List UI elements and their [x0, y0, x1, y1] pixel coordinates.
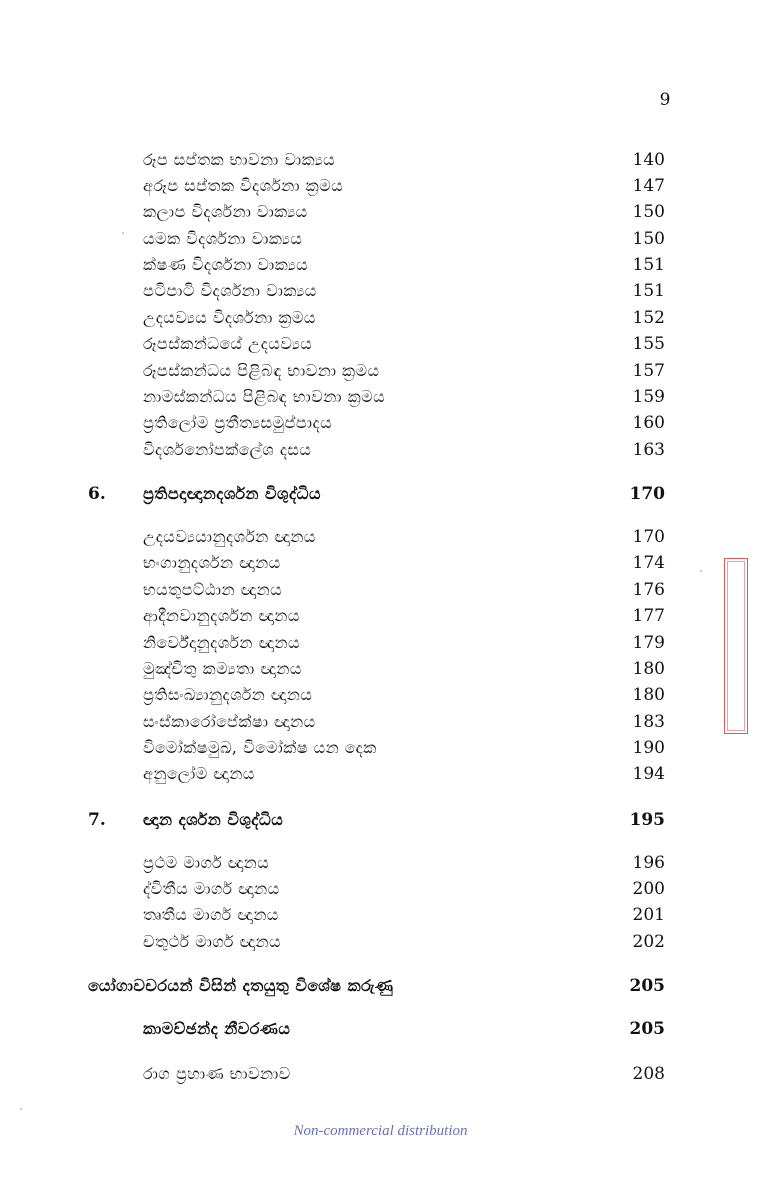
toc-entry-page: 176	[632, 580, 665, 600]
toc-entry-page: 201	[632, 905, 665, 925]
toc-entry-page: 170	[632, 527, 665, 547]
toc-entry-page: 174	[632, 553, 665, 573]
toc-entry-page: 151	[632, 255, 665, 275]
toc-entry-title: යමක විදර්ශනා වාක්‍යය	[143, 229, 303, 248]
toc-entry-page: 160	[632, 413, 665, 433]
scan-speck	[122, 232, 124, 234]
toc-entry-title: මුඤ්චිතු කම්‍යතා ඥානය	[143, 659, 302, 678]
toc-entry	[0, 738, 761, 764]
toc-entry	[0, 229, 761, 255]
toc-entry	[0, 334, 761, 360]
toc-entry-page: 177	[632, 606, 665, 626]
page-number: 9	[659, 90, 671, 110]
toc-entry-page: 147	[632, 176, 665, 196]
toc-entry	[0, 1064, 761, 1090]
toc-entry-title: නිර්වේදානුදර්ශන ඥානය	[143, 633, 300, 652]
toc-entry	[0, 764, 761, 790]
toc-entry	[0, 176, 761, 202]
toc-entry-page: 183	[632, 712, 665, 732]
toc-entry-page: 159	[632, 387, 665, 407]
toc-entry-title: සංස්කාරෝපේක්ෂා ඥානය	[143, 712, 316, 731]
toc-entry-page: 208	[632, 1064, 665, 1084]
toc-entry-page: 194	[632, 764, 665, 784]
toc-entry-title: චතුර්ථ මාර්ග ඥානය	[143, 932, 282, 951]
sub-title: කාමච්ඡන්ද නීවරණය	[143, 1019, 291, 1038]
toc-entry	[0, 202, 761, 228]
toc-entry-title: රූප සප්තක භාවනා වාක්‍යය	[143, 150, 336, 169]
toc-entry-title: විදර්ශනෝපක්ලේශ දසය	[143, 440, 312, 459]
toc-entry	[0, 553, 761, 579]
toc-entry-title: තෘතීය මාර්ග ඥානය	[143, 905, 279, 924]
toc-section-7	[0, 810, 761, 836]
toc-entry-title: උදයව්‍යයානුදර්ශන ඥානය	[143, 527, 316, 546]
toc-entry-page: 190	[632, 738, 665, 758]
toc-entry-title: ක්ෂණ විදර්ශනා වාක්‍යය	[143, 255, 309, 274]
toc-entry-page: 200	[632, 879, 665, 899]
sub-page: 205	[629, 1019, 665, 1039]
scan-speck	[20, 1108, 22, 1110]
toc-sub-heading	[0, 1019, 761, 1045]
toc-entry-title: ප්‍රතිලෝම ප්‍රතීත්‍යසමුප්පාදය	[143, 413, 333, 432]
toc-entry	[0, 685, 761, 711]
toc-entry	[0, 659, 761, 685]
major-page: 205	[629, 976, 665, 996]
toc-entry-title: ප්‍රතිසංඛ්‍යානුදර්ශන ඥානය	[143, 685, 313, 704]
toc-entry-title: රාග ප්‍රහාණ භාවනාව	[143, 1064, 291, 1083]
toc-entry-title: පටිපාටි විදර්ශනා වාක්‍යය	[143, 281, 317, 300]
toc-entry-page: 163	[632, 440, 665, 460]
toc-entry	[0, 281, 761, 307]
toc-entry	[0, 361, 761, 387]
toc-entry	[0, 308, 761, 334]
section-number: 6.	[88, 484, 106, 504]
section-page: 170	[629, 484, 665, 504]
toc-entry-page: 180	[632, 659, 665, 679]
section-page: 195	[629, 810, 665, 830]
toc-entry	[0, 527, 761, 553]
toc-section-6	[0, 484, 761, 510]
toc-entry-title: අරූප සප්තක විදර්ශනා ක්‍රමය	[143, 176, 344, 195]
section-title: ඥාන දර්ශන විශුද්ධිය	[143, 810, 284, 829]
toc-entry	[0, 150, 761, 176]
toc-major-heading	[0, 976, 761, 1002]
toc-entry-page: 179	[632, 633, 665, 653]
scan-speck	[700, 570, 702, 572]
section-title: ප්‍රතිපදාඥානදර්ශන විශුද්ධිය	[143, 484, 321, 503]
toc-entry-title: විමෝක්ෂමුඛ, විමෝක්ෂ යන දෙක	[143, 738, 377, 757]
toc-entry	[0, 440, 761, 466]
toc-entry-page: 202	[632, 932, 665, 952]
toc-entry-page: 157	[632, 361, 665, 381]
toc-entry-page: 196	[632, 853, 665, 873]
toc-entry	[0, 413, 761, 439]
toc-entry-title: නාමස්කන්ධය පිළිබඳ භාවනා ක්‍රමය	[143, 387, 386, 406]
toc-entry-page: 150	[632, 229, 665, 249]
toc-entry-title: රූපස්කන්ධය පිළිබඳ භාවනා ක්‍රමය	[143, 361, 380, 380]
section-number: 7.	[88, 810, 106, 830]
toc-entry-page: 150	[632, 202, 665, 222]
toc-entry	[0, 633, 761, 659]
toc-entry	[0, 932, 761, 958]
toc-entry-page: 155	[632, 334, 665, 354]
toc-entry	[0, 879, 761, 905]
toc-entry	[0, 712, 761, 738]
toc-entry-title: උදයව්‍යය විදර්ශනා ක්‍රමය	[143, 308, 316, 327]
toc-entry-title: ප්‍රථම මාර්ග ඥානය	[143, 853, 270, 872]
toc-entry-title: භයතුපට්ඨාන ඥානය	[143, 580, 283, 599]
toc-entry-title: භංගානුදර්ශන ඥානය	[143, 553, 281, 572]
toc-entry-title: ආදීනවානුදර්ශන ඥානය	[143, 606, 300, 625]
toc-entry-page: 152	[632, 308, 665, 328]
toc-entry-title: රූපස්කන්ධයේ උදයව්‍යය	[143, 334, 313, 353]
toc-entry-title: කලාප විදර්ශනා වාක්‍යය	[143, 202, 308, 221]
toc-entry	[0, 255, 761, 281]
toc-entry-page: 151	[632, 281, 665, 301]
major-title: යෝගාවචරයන් විසින් දතයුතු විශේෂ කරුණු	[88, 976, 394, 995]
toc-entry-title: අනුලෝම ඥානය	[143, 764, 255, 783]
toc-entry-title: ද්විතීය මාර්ග ඥානය	[143, 879, 280, 898]
toc-entry	[0, 905, 761, 931]
highlight-box	[724, 558, 748, 734]
toc-entry-page: 180	[632, 685, 665, 705]
toc-entry	[0, 580, 761, 606]
toc-entry	[0, 853, 761, 879]
toc-entry	[0, 387, 761, 413]
toc-entry	[0, 606, 761, 632]
footer-note: Non-commercial distribution	[293, 1123, 468, 1139]
toc-entry-page: 140	[632, 150, 665, 170]
